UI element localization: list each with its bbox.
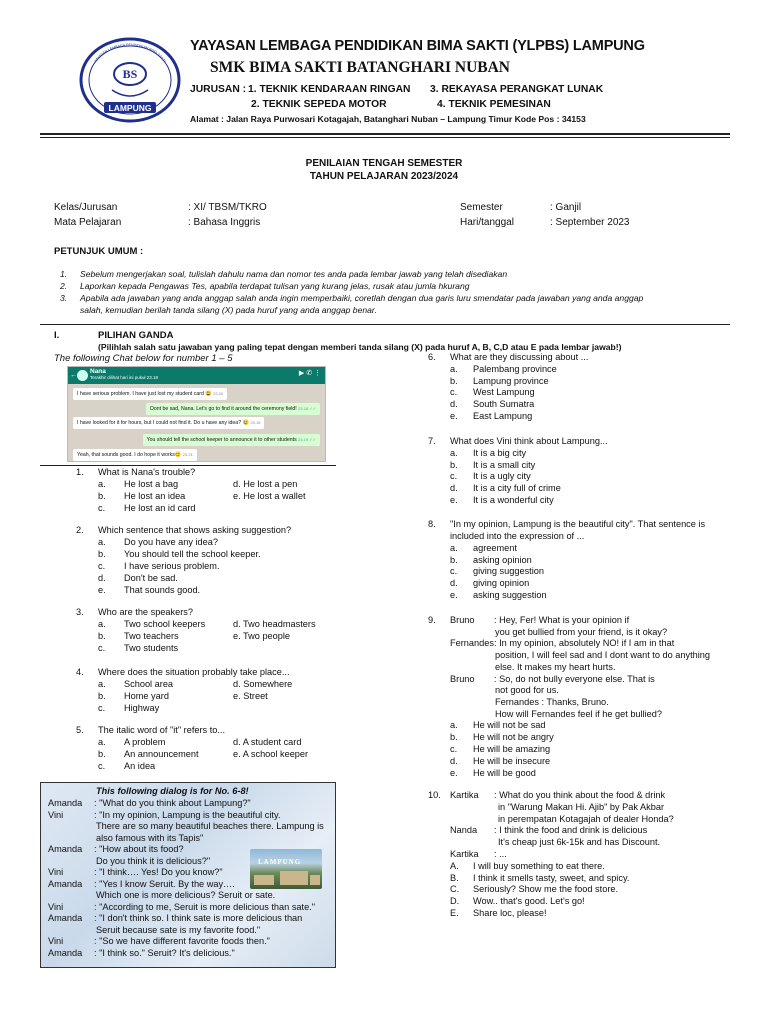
dialog-text: not good for us. [495,685,559,696]
dialog-speaker: Vini [48,901,64,912]
option-text: You should tell the school keeper. [124,549,261,559]
mapel-value: : Bahasa Inggris [188,217,261,228]
option-letter: a. [98,619,106,629]
option-letter: e. [450,768,458,779]
option-text: agreement [473,543,517,553]
option-letter: d. [450,483,458,494]
chat-intro: The following Chat below for number 1 – 5 [54,353,233,364]
option-letter: b. [98,549,106,559]
option-letter: b. [450,554,458,565]
option-text: Lampung province [473,375,549,386]
question-stem: Which sentence that shows asking suggestion? [98,525,292,535]
question-number: 2. [76,525,84,535]
option-text: I think it smells tasty, sweet, and spicy. [473,872,630,883]
question-stem: Where does the situation probably take place... [98,667,290,677]
option-letter: C. [450,884,460,895]
dialog-heading: This following dialog is for No. 6-8! [96,786,249,796]
jurusan-2: 2. TEKNIK SEPEDA MOTOR [251,99,387,110]
jurusan-4: 4. TEKNIK PEMESINAN [437,99,551,110]
mapel-label: Mata Pelajaran [54,217,122,228]
logo-arc-text: YAYASAN LEMBAGA PENDIDIKAN BIMA SAKTI [93,42,167,64]
option-text-right: e. Street [233,691,268,701]
option-letter: b. [450,459,458,470]
option-text: Share loc, please! [473,908,547,918]
option-text: He will not be sad [473,720,546,731]
dialog-text: : I think the food and drink is delicious [494,825,648,836]
call-icons: ▶ ✆ ⋮ [298,370,321,377]
option-text: An announcement [124,749,199,759]
option-text: I will buy something to eat there. [473,860,605,871]
hari-value: : September 2023 [550,217,630,228]
option-letter: d. [98,573,106,583]
section-roman: I. [54,330,60,341]
option-letter: a. [450,448,458,458]
chat-message: Dont be sad, Nana. Let's go to find it around the ceremony field! 23.18 ✓✓ [146,403,320,415]
option-letter: e. [450,589,458,600]
question-number: 5. [76,725,84,735]
option-letter: D. [450,896,460,907]
option-text: School area [124,679,174,689]
option-letter: c. [98,761,106,771]
option-text: Seriously? Show me the food store. [473,884,619,895]
dialog-speaker: Fernandes [450,638,494,649]
petunjuk-text-3: Apabila ada jawaban yang anda anggap salah anda ingin memperbaiki, coretlah dengan dua garis luru smendatar pada jawaban yang anda anggap [80,293,644,303]
dialog-speaker: Bruno [450,673,475,684]
dialog-text: Do you think it is delicious?" [96,855,211,866]
chat-header [68,367,325,384]
dialog-speaker: Bruno [450,615,475,625]
dialog-text: : Hey, Fer! What is your opinion if [494,615,630,625]
option-text: He lost an id card [124,503,196,513]
dialog-text: in "Warung Makan Hi. Ajib" by Pak Akbar [498,801,665,812]
dialog-text: : ... [494,849,507,859]
petunjuk-heading: PETUNJUK UMUM : [54,246,144,257]
option-text: Don't be sad. [124,573,178,583]
dialog-text: It's cheap just 6k-15k and has Discount. [498,837,661,848]
option-text: An idea [124,761,156,771]
section-instruction: (Pilihlah salah satu jawaban yang paling tepat dengan memberi tanda silang (X) pada huruf A, B, C,D atau E pada lembar jawab!) [98,342,622,352]
question-stem: What is Nana's trouble? [98,467,196,477]
option-text: He will not be angry [473,732,554,743]
option-text: He will be amazing [473,744,551,755]
option-letter: c. [98,643,106,653]
question-stem: Who are the speakers? [98,607,193,617]
jurusan-3: 3. REKAYASA PERANGKAT LUNAK [430,84,604,95]
option-text: I have serious problem. [124,561,220,571]
logo-initials: BS [122,67,138,81]
option-letter: B. [450,872,459,883]
option-letter: b. [450,732,458,743]
option-letter: b. [98,631,106,641]
petunjuk-num-3: 3. [60,293,68,303]
dialog-speaker: Nanda [450,825,478,836]
option-letter: c. [450,744,458,755]
option-letter: b. [98,749,106,759]
option-text: He lost a bag [124,479,179,489]
question-number: 3. [76,607,84,617]
chat-message: I have serious problem. I have just lost my student card 😩 23.20 [73,388,227,400]
dialog-text: How will Fernandes feel if he get bullied? [495,708,662,719]
option-text: Two teachers [124,631,179,641]
option-letter: b. [450,375,458,386]
option-text: asking opinion [473,554,532,565]
option-text: It is a ugly city [473,471,531,482]
logo-lampung: LAMPUNG [108,103,152,113]
chat-message: I have looked for it for hours, but I could not find it. Do u have any idea? 😢 23.18 [73,417,264,429]
lampung-picture [250,849,322,889]
dialog-speaker: Amanda [48,878,83,889]
question-stem: What does Vini think about Lampung... [450,436,608,446]
option-text: That sounds good. [124,585,201,595]
hari-label: Hari/tanggal [460,217,514,228]
option-letter: a. [98,537,106,547]
question-number: 9. [428,615,436,625]
option-text: It is a small city [473,459,536,470]
option-letter: E. [450,908,459,918]
option-text-right: e. Two people [233,631,291,641]
dialog-text: position, I will feel sad and I dont want to do anything [495,650,711,661]
kelas-value: : XI/ TBSM/TKRO [188,202,267,213]
header-divider [40,133,730,135]
header-divider-thin [40,137,730,138]
avatar [77,370,88,381]
dialog-text: : "I think…. Yes! Do you know?" [94,867,223,877]
dialog-text: : "According to me, Seruit is more delicious than sate." [94,901,315,912]
jurusan-1: 1. TEKNIK KENDARAAN RINGAN [248,84,411,95]
jurusan-label: JURUSAN : [190,84,247,95]
option-letter: a. [450,543,458,553]
option-text: giving opinion [473,578,530,589]
section-divider [40,324,730,325]
option-text-right: d. Two headmasters [233,619,316,629]
option-letter: d. [450,399,458,410]
exam-title: PENILAIAN TENGAH SEMESTER [305,158,463,169]
option-text: asking suggestion [473,589,547,600]
option-letter: c. [98,561,106,571]
option-letter: a. [450,364,458,374]
petunjuk-num-1: 1. [60,269,68,279]
option-letter: d. [450,578,458,589]
option-text: It is a big city [473,448,527,458]
option-letter: c. [98,703,106,713]
foundation-name: YAYASAN LEMBAGA PENDIDIKAN BIMA SAKTI (YLPBS) LAMPUNG [190,38,645,54]
option-text: Do you have any idea? [124,537,218,547]
dialog-speaker: Amanda [48,947,83,958]
dialog-text: : "What do you think about Lampung?" [94,798,251,808]
option-text-right: d. Somewhere [233,679,293,689]
option-text: giving suggestion [473,566,544,577]
question-number: 7. [428,436,436,446]
section-heading: PILIHAN GANDA [98,330,174,341]
option-text: Palembang province [473,364,557,374]
dialog-text: Fernandes : Thanks, Bruno. [495,696,609,707]
dialog-speaker: Kartika [450,790,479,800]
option-letter: e. [450,410,458,421]
back-arrow-icon: ← [70,372,77,379]
option-letter: d. [450,756,458,767]
question-stem: included into the expression of ... [450,531,585,541]
dialog-text: : "Yes I know Seruit. By the way…. [94,878,235,889]
option-letter: A. [450,860,459,871]
chat-contact-name: Nana [90,368,106,375]
question-number: 4. [76,667,84,677]
question-number: 8. [428,519,436,529]
dialog-text: you get bullied from your friend, is it okay? [495,626,668,637]
option-letter: a. [450,720,458,731]
option-text: He will be insecure [473,756,551,767]
option-text-right: d. He lost a pen [233,479,298,489]
option-letter: a. [98,479,106,489]
dialog-speaker: Vini [48,867,64,877]
question-number: 10. [428,790,441,800]
dialog-text: There are so many beautiful beaches there. Lampung is [96,821,324,831]
dialog-text: in perempatan Kotagajah of dealer Honda? [498,813,674,824]
dialog-text: Which one is more delicious? Seruit or sate. [96,890,276,900]
option-letter: c. [450,566,458,577]
exam-year: TAHUN PELAJARAN 2023/2024 [309,171,459,182]
question-number: 6. [428,352,436,362]
option-text: He will be good [473,768,536,779]
option-text: A problem [124,737,166,747]
option-letter: b. [98,491,106,501]
option-text: He lost an idea [124,491,186,501]
dialog-text: : What do you think about the food & drink [494,790,666,800]
option-text-right: e. He lost a wallet [233,491,306,501]
option-text: East Lampung [473,410,533,421]
option-letter: c. [98,503,106,513]
option-text: Two students [124,643,179,653]
kelas-label: Kelas/Jurusan [54,202,118,213]
chat-message: Yeah, that sounds good. I do hope it works😊 23.21 [73,449,197,461]
option-text: South Sumatra [473,399,535,410]
petunjuk-text-2: Laporkan kepada Pengawas Tes, apabila terdapat tulisan yang kurang jelas, rusak atau jumla hkurang [80,281,470,291]
option-text: It is a city full of crime [473,483,561,494]
question-stem: The italic word of "it" refers to... [98,725,226,735]
dialog-speaker: Amanda [48,844,83,854]
option-letter: c. [450,387,458,398]
option-letter: c. [450,471,458,482]
semester-value: : Ganjil [550,202,582,213]
school-address: Alamat : Jalan Raya Purwosari Kotagajah, Batanghari Nuban – Lampung Timur Kode Pos : 34153 [190,114,586,124]
option-text: West Lampung [473,387,535,398]
option-letter: a. [98,679,106,689]
school-logo [78,36,182,124]
option-text: Home yard [124,691,169,701]
chat-underline [40,465,336,466]
dialog-text: : "How about its food? [94,844,184,854]
option-letter: a. [98,737,106,747]
chat-contact-status: Terakhir dilihat hari ini pukul 23.18 [90,375,159,380]
dialog-text: : So, do not bully everyone else. That is [494,673,655,684]
option-text: Two school keepers [124,619,206,629]
option-letter: e. [450,494,458,505]
dialog-text: else. It makes my heart hurts. [495,661,616,672]
dialog-text: : "In my opinion, Lampung is the beautiful city. [94,809,281,820]
chat-screenshot [67,366,326,462]
dialog-text: : "So we have different favorite foods then." [94,936,270,946]
lampung-picture-sign: LAMPUNG [258,858,302,866]
chat-message: You should tell the school keeper to announce it to other students 23.19 ✓✓ [143,434,320,446]
dialog-speaker: Amanda [48,913,83,923]
option-text: Wow.. that's good. Let's go! [473,896,585,907]
option-text-right: e. A school keeper [233,749,309,759]
question-number: 1. [76,467,84,477]
option-text: Highway [124,703,160,713]
question-stem: "In my opinion, Lampung is the beautiful city". That sentence is [450,519,706,529]
semester-label: Semester [460,202,503,213]
question-stem: What are they discussing about ... [450,352,589,362]
dialog-text: : "I think so." Seruit? It's delicious." [94,947,235,958]
dialog-speaker: Vini [48,809,64,820]
option-text-right: d. A student card [233,737,302,747]
school-name: SMK BIMA SAKTI BATANGHARI NUBAN [210,59,510,76]
dialog-speaker: Amanda [48,798,83,808]
petunjuk-num-2: 2. [60,281,68,291]
dialog-speaker: Vini [48,936,64,946]
petunjuk-text-3b: salah, kemudian berilah tanda silang (X) pada huruf yang anda anggap benar. [80,305,377,315]
dialog-text: : "I don't think so. I think sate is more delicious than [94,913,303,923]
dialog-speaker: Kartika [450,849,479,859]
option-letter: e. [98,585,106,595]
option-letter: b. [98,691,106,701]
dialog-text: Seruit because sate is my favorite food." [96,924,261,935]
option-text: It is a wonderful city [473,494,554,505]
petunjuk-text-1: Sebelum mengerjakan soal, tulislah dahulu nama dan nomor tes anda pada lembar jawab yang telah disediakan [80,269,508,279]
dialog-text: also famous with its Tapis" [96,832,204,843]
dialog-text: : In my opinion, absolutely NO! if I am in that [494,638,675,649]
